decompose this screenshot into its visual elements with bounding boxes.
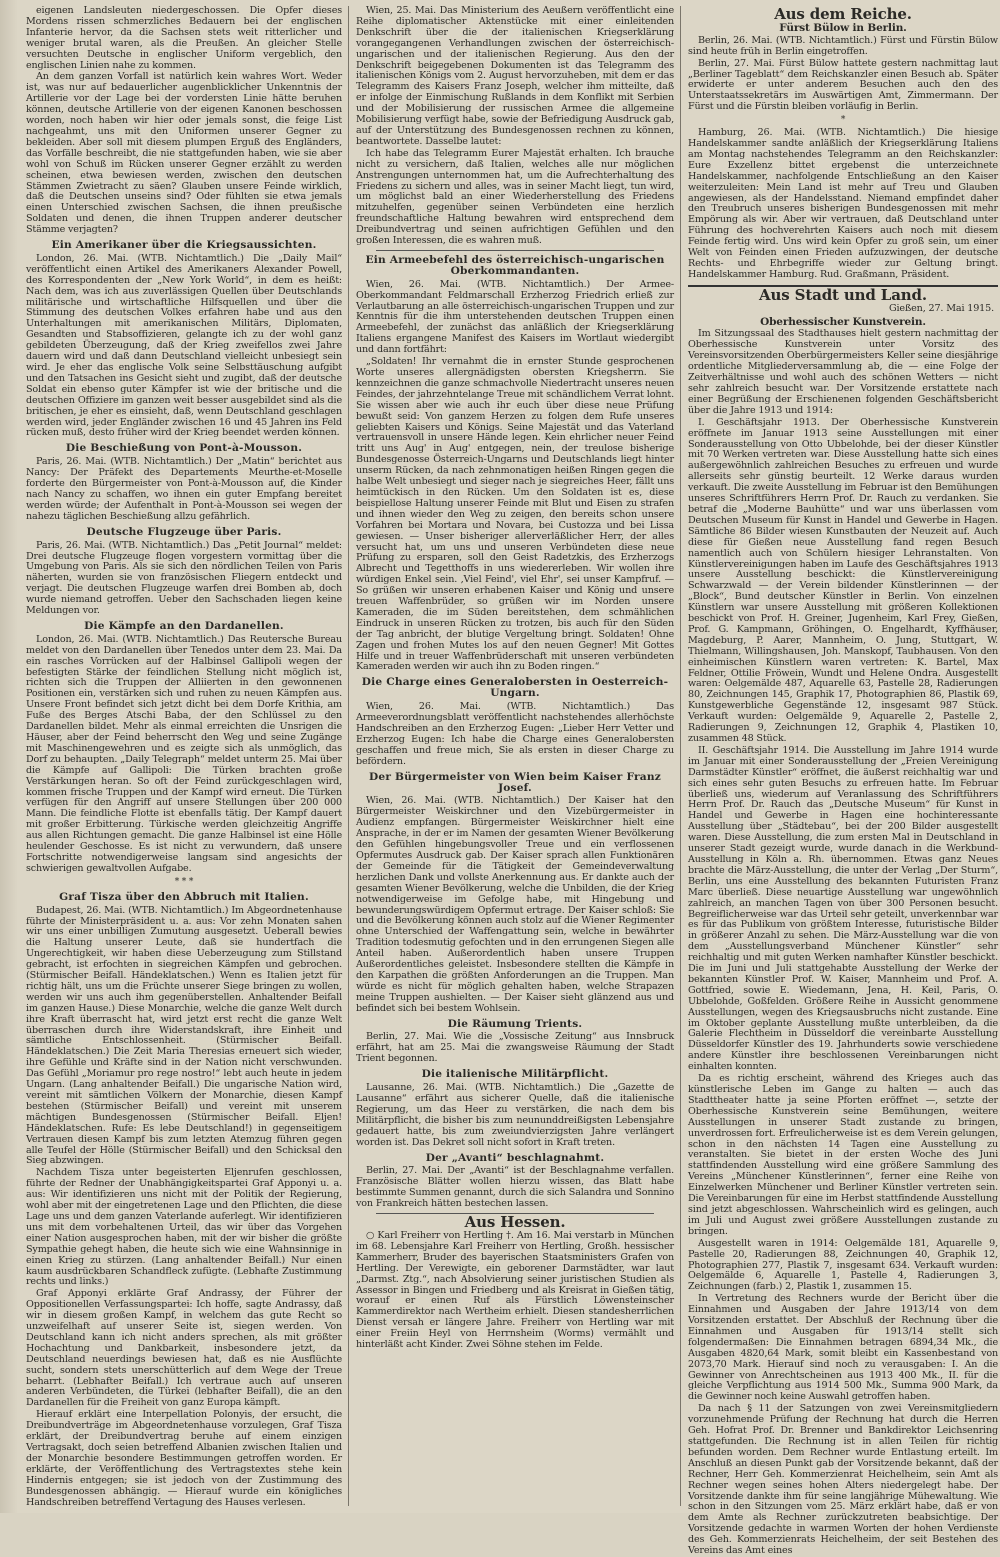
article-heading: Der „Avanti“ beschlagnahmt. — [425, 1151, 605, 1164]
article-paragraph: London, 26. Mai. (WTB. Nichtamtlich.) Die „Daily Mail“ veröffentlicht einen Artikel des Amerikaners Alexander Powell, des Korrespondenten der „New York World“, in dem es heißt: Nach dem, was ich aus zuverlässigen Quellen über Deutschlands militärische und wirtschaftliche Hilfsquellen und über die Stimmung des deutschen Volkes erfahren habe und aus den Unterhaltungen mit amerikanischen Militärs, Diplomaten, Gesandten und Stabsoffizieren, gelangte ich zu der wohl ganz gebildeten Überzeugung, daß der Krieg zweifellos zwei Jahre dauern wird und daß dann Deutschland vielleicht unbesiegt sein wird. Je eher das englische Volk seine Selbsttäuschung aufgibt und den Tatsachen ins Gesicht sieht und zugibt, daß der deutsche Soldat ein ebenso guter Kämpfer ist wie der britische und die deutschen Offiziere im ganzen weit besser ausgebildet sind als die britischen, je eher es einsieht, daß, wenn Deutschland geschlagen werden wird, jeder Engländer zwischen 16 und 45 Jahren ins Feld rücken muß, desto früher wird der Krieg beendet werden können. — [26, 252, 342, 439]
section-heading: Aus dem Reiche. — [774, 5, 912, 23]
article-paragraph: Berlin, 27. Mai. Fürst Bülow hattete gestern nachmittag laut „Berliner Tageblatt“ dem Reichskanzler einen Besuch ab. Später erwiderte er unter anderem Besuchen auch den des Unterstaatssekretärs im Auswärtigen Amt, Zimmermann. Der Fürst und die Fürstin bleiben vorläufig in Berlin. — [688, 57, 998, 113]
article-heading: Fürst Bülow in Berlin. — [779, 21, 907, 34]
article-paragraph: Da nach § 11 der Satzungen von zwei Vereinsmitgliedern vorzunehmende Prüfung der Rechnung hat durch die Herren Geh. Hofrat Prof. Dr. Brenner und Bankdirektor Leichsenring stattgefunden. Die Rechnung ist in allen Teilen für richtig befunden worden. Dem Rechner wurde Entlastung erteilt. Im Anschluß an diesen Punkt gab der Vorsitzende bekannt, daß der Rechner, Herr Geh. Kommerzienrat Heichelheim, sein Amt als Rechner wegen seines hohen Alters niedergelegt habe. Der Vorsitzende dankte ihm für seine langjährige Mühewaltung. Wie schon in den Sitzungen vom 25. März erklärt habe, daß er von dem Amte als Rechner zurückzutreten beabsichtige. Der Vorsitzende gedachte in warmen Worten der hohen Verdienste des Geh. Kommerzienrats Heichelheim, der seit Bestehen des Vereins das Amt eines — [688, 1403, 998, 1557]
article-heading: Die Kämpfe an den Dardanellen. — [84, 619, 284, 632]
dateline: Gießen, 27. Mai 1915. — [888, 302, 994, 314]
article-paragraph: Wien, 26. Mai. (WTB. Nichtamtlich.) Der Armee-Oberkommandant Feldmarschall Erzherzog Friedrich erließ zur Verlautbarung an alle österreichisch-ungarischen Truppen und zur Kenntnis für die ihm unterstehenden deutschen Truppen einen Armeebefehl, der zunächst das anläßlich der Kriegserklärung Italiens ergangene Manifest des Kaisers im Wortlaut wiedergibt und dann fortfährt: — [356, 278, 674, 356]
article-paragraph: London, 26. Mai. (WTB. Nichtamtlich.) Das Reutersche Bureau meldet von den Dardanellen über Tenedos unter dem 23. Mai. Da ein rasches Vorrücken auf der Halbinsel Gallipoli wegen der befestigten Stärke der feindlichen Stellung nicht möglich ist, richten sich die Truppen der Alliierten in den gewonnenen Positionen ein, verstärken sich und ruhen zu neuen Kämpfen aus. Unsere Front befindet sich jetzt dicht bei dem Dorfe Krithia, am Fuße des Berges Atschi Baba, der den Schlüssel zu den Dardanellen bildet. Mehr als einmal erreichten die Unsrigen die Häuser, aber der Feind beherrscht den Weg und seine Zugänge mit Maschinengewehren und es zeigte sich als unmöglich, das Dorf zu behaupten. „Daily Telegraph“ meldet unterm 25. Mai über die Kämpfe auf Gallipoli: Die Türken brachten große Verstärkungen heran. So oft der Feind zurückgeschlagen wird, kommen frische Truppen und der Kampf wird erneut. Die Türken verfügen für den Angriff auf unsere Stellungen über 200 000 Mann. Die feindliche Flotte ist ebenfalls tätig. Der Kampf dauert mit großer Erbitterung. Türkische werden gleichzeitig Angriffe aus allen Richtungen gemacht. Die ganze Halbinsel ist eine Hölle heulender Geschosse. Es ist nicht zu verwundern, daß unsere Fortschritte notwendigerweise langsam sind angesichts der schwierigen gewaltvollen Aufgabe. — [26, 633, 342, 874]
article-heading: Ein Armeebefehl des österreichisch-ungarischen Oberkommandanten. — [365, 253, 665, 277]
article-paragraph: Wien, 26. Mai. (WTB. Nichtamtlich.) Das Armeeverordnungsblatt veröffentlicht nachstehendes allerhöchste Handschreiben an den Erzherzog Eugen: „Lieber Herr Vetter und Erzherzog Eugen: Ich habe die Charge eines Generalobersten geschaffen und freue mich, Sie als ersten in dieser Charge zu befördern. — [356, 701, 674, 767]
divider — [376, 250, 654, 251]
article-paragraph: Graf Apponyi erklärte Graf Andrassy, der Führer der Oppositionellen Verfassungspartei: Ich hoffe, sagte Andrassy, daß wir in diesem großen Kampf, in welchem das gute Recht so unzweifelhaft auf unserer Seite ist, siegen werden. Von Deutschland kann ich nicht anders sprechen, als mit größter Hochachtung und Dankbarkeit, insbesondere jetzt, da Deutschland neuerdings bewiesen hat, daß es nie Ausflüchte sucht, sondern stets unerschütterlich auf dem Wege der Treue beharrt. (Lebhafter Beifall.) Ich vertraue auch auf unseren anderen Verbündeten, die Türkei (lebhafter Beifall), die an den Dardanellen für die Freiheit von ganz Europa kämpft. — [26, 1288, 342, 1409]
article-paragraph: eigenen Landsleuten niedergeschossen. Die Opfer dieses Mordens rissen schmerzliches Bedauern bei der englischen Infanterie hervor, da die Sachsen stets weit ritterlicher und weniger brutal waren, als die Preußen. An gleicher Stelle versuchten Deutsche in englischer Uniform vergeblich, den englischen Linien nahe zu kommen. — [26, 5, 342, 71]
article-heading: Die italienische Militärpflicht. — [421, 1068, 609, 1081]
column-middle — [349, 6, 681, 1506]
article-paragraph: Wien, 25. Mai. Das Ministerium des Aeußern veröffentlicht eine Reihe diplomatischer Aktenstücke mit einer einleitenden Denkschrift über die der italienischen Kriegserklärung vorangegangenen Verhandlungen zwischen der österreichisch-ungarischen und der italienischen Regierung. Aus den der Denkschrift beigegebenen Dokumenten ist das Telegramm des italienischen Königs vom 2. August hervorzuheben, mit dem er das Telegramm des Kaisers Franz Joseph, welcher ihm mitteilte, daß er infolge der Einmischung Rußlands in dem Konflikt mit Serbien und der Mobilisierung der russischen Armee die allgemeine Mobilisierung verfügt habe, sowie der Befriedigung Ausdruck gab, auf der Unterstützung des Bundesgenossen rechnen zu können, beantwortete. Dasselbe lautet: — [356, 5, 674, 147]
article-paragraph: Nachdem Tisza unter begeisterten Eljenrufen geschlossen, führte der Redner der Unabhängigkeitspartei Graf Apponyi u. a. aus: Wir identifizieren uns nicht mit der Politik der Regierung, wohl aber mit der eingetretenen Lage und den Pflichten, die diese Lage uns und dem ganzen Vaterlande auferlegt. Wir identifizieren uns mit dem vorbehaltenen Urteil, das wir über das Vorgehen einer Nation ausgesprochen haben, mit der wir bisher die größte Sympathie gehegt haben, die heute sich wie eine Wahnsinnige in einen Krieg zu stürzen. (Lang anhaltender Beifall.) Nur einen kaum ausdrückbaren Schandfleck zufügte. (Lebhafte Zustimmung rechts und links.) — [26, 1167, 342, 1288]
article-paragraph: Im Sitzungssaal des Stadthauses hielt gestern nachmittag der Oberhessische Kunstverein unter Vorsitz des Vereinsvorsitzenden Oberbürgermeisters Keller seine diesjährige ordentliche Mitgliederversammlung ab, die — eine Folge der Zeitverhältnisse und wohl auch des schönen Wetters — nicht sehr zahlreich besucht war. Der Vorsitzende erstattete nach einer Begrüßung der Erschienenen folgenden Geschäftsbericht über die Jahre 1913 und 1914: — [688, 328, 998, 416]
section-separator: * — [840, 115, 846, 126]
article-paragraph: Berlin, 26. Mai. (WTB. Nichtamtlich.) Fürst und Fürstin Bülow sind heute früh in Berlin eingetroffen. — [688, 34, 998, 57]
section-separator: * * * — [174, 876, 194, 887]
article-paragraph: Wien, 26. Mai. (WTB. Nichtamtlich.) Der Kaiser hat den Bürgermeister Weiskirchner und den Vizebürgermeister in Audienz empfangen. Bürgermeister Weiskirchner hielt eine Ansprache, in der er im Namen der gesamten Wiener Bevölkerung den Gefühlen hingebungsvoller Treue und ein verflossenen Opfermutes Ausdruck gab. Der Kaiser sprach allen Funktionären der Gemeinde für die Tätigkeit der Gemeindeverwaltung herzlichen Dank und vollste Anerkennung aus. Er dankte auch der gesamten Wiener Bevölkerung, welche die Unbilden, die der Krieg notwendigerweise im Gefolge habe, mit Hingebung und bewunderungswürdigem Opfermut ertrage. Der Kaiser schloß: Sie und die Bevölkerung können auch stolz auf die Wiener Regimenter ohne Unterschied der Waffengattung sein, welche in bewährter Tradition todesmutig gefochten und in den errungenen Siegen alle Anteil haben. Außerordentlich haben unsere Truppen Außerordentliches geleistet. Insbesondere stellten die Kämpfe in den Karpathen die größten Anforderungen an die Truppen. Man würde es nicht für möglich gehalten haben, welche Strapazen meine Truppen aushielten. — Der Kaiser sieht glänzend aus und befindet sich bei bestem Wohlsein. — [356, 795, 674, 1014]
article-paragraph: II. Geschäftsjahr 1914. Die Ausstellung im Jahre 1914 wurde im Januar mit einer Sonderausstellung der „Freien Vereinigung Darmstädter Künstler“ eröffnet, die äußerst reichhaltig war und sich eines sehr guten Besuchs zu erfreuen hatte. Im Februar überließ uns, wiederum auf Veranlassung des Schriftführers Herrn Prof. Dr. Rauch das „Deutsche Museum“ für Kunst in Handel und Gewerbe in Hagen eine hochinteressante Ausstellung über „Städtebau“, bei der 200 Bilder ausgestellt waren. Diese Ausstellung, die zum ersten Mal in Deutschland in unserer Stadt gezeigt wurde, wurde danach in die Werkbund-Ausstellung in Köln a. Rh. übernommen. Etwas ganz Neues brachte die März-Ausstellung, die unter der Verlag „Der Sturm“, Berlin, uns eine Ausstellung des bekannten Futuristen Franz Marc überließ. Diese neuartige Ausstellung war ungewöhnlich zahlreich, an manchen Tagen von über 300 Personen besucht. Begreiflicherweise war das Urteil sehr geteilt, unverkennbar war es für das Publikum von größtem Interesse, futuristische Bilder in größerer Anzahl zu sehen. Die März-Ausstellung war die von dem „Ausstellungsverband Münchener Künstler“ sehr reichhaltig und mit guten Werken namhafter Künstler beschickt. Die im Juni und Juli stattgehabte Ausstellung der Werke der bekannten Künstler Prof. W. Kaiser, Mannheim und Prof. A. Gottfried, sowie E. Wiedemann, Jena, H. Keil, Paris, O. Ubbelohde, Goßfelden. Größere Reihe in Aussicht genommene Ausstellungen, wegen des Kriegsausbruchs nicht zustande. Eine im Oktober geplante Ausstellung mußte unterbleiben, da die Galerie Flechtheim in Düsseldorf die vereinbarte Ausstellung Düsseldorfer Künstler des 19. Jahrhunderts sowie verschiedene andere Künstler ihre beschlossenen Vereinbarungen nicht einhalten konnten. — [688, 744, 998, 1073]
article-paragraph: Berlin, 27. Mai. Der „Avanti“ ist der Beschlagnahme verfallen. Französische Blätter wollen hierzu wissen, das Blatt habe bestimmte Summen genannt, durch die sich Salandra und Sonnino von Frankreich hätten bestechen lassen. — [356, 1165, 674, 1210]
article-heading: Oberhessischer Kunstverein. — [760, 315, 926, 328]
section-heading: Aus Hessen. — [464, 1213, 566, 1232]
article-heading: Die Räumung Trients. — [447, 1017, 583, 1030]
article-paragraph: An dem ganzen Vorfall ist natürlich kein wahres Wort. Weder ist, was nur auf bedauerlicher augenblicklicher Unkenntnis der Artillerie vor der Lage bei der vordersten Linie hätte beruhen können, deutsche Artillerie von der eigenen Kanonen beschossen worden, noch haben wir hier oder jemals sonst, die feige List nachgeahmt, uns mit den Uniformen unserer Gegner zu bekleiden. Aber soll mit diesem plumpen Erguß des Engländers, das Vorfälle beschreibt, die nie stattgefunden haben, wie sie aber wohl von Schuß im Rücken unserer Gegner erzählt zu werden scheinen, etwa bewiesen werden, zwischen den deutschen Stämmen Zwietracht zu säen? Glauben unsere Feinde wirklich, daß die Deutschen unseins sind? Oder fühlten sie etwa jemals einen Unterschied zwischen Sachsen, die ihnen preußische Soldaten und denen, die ihnen Truppen anderer deutscher Stämme verjagten? — [26, 71, 342, 236]
article-paragraph: Paris, 26. Mai. (WTB. Nichtamtlich.) Der „Matin“ berichtet aus Nancy: Der Präfekt des Departements Meurthe-et-Moselle forderte den Bürgermeister von Pont-à-Mousson auf, die Kinder nach Nancy zu schaffen, wo ihnen ein guter Empfang bereitet werden würde; der Aufenthalt in Pont-à-Mousson sei wegen der nahezu täglichen Beschießung allzu gefährlich. — [26, 456, 342, 522]
article-paragraph: In Vertretung des Rechners wurde der Bericht über die Einnahmen und Ausgaben der Jahre 1913/14 von dem Vorsitzenden erstattet. Der Abschluß der Rechnung über die Einnahmen und Ausgaben für 1913/14 stellt sich folgendermaßen: Die Einnahmen betragen 6894,34 Mk., die Ausgaben 4820,64 Mark, somit bleibt ein Kassenbestand von 2073,70 Mark. Hierauf sind noch zu verausgaben: I. An die Gewinner von Anrechtscheinen aus 1913 400 Mk., II. für die gleiche Verpflichtung aus 1914 500 Mk., Summa 900 Mark, da die Gewinner noch keine Auswahl getroffen haben. — [688, 1293, 998, 1403]
section-heading: Aus Stadt und Land. — [759, 285, 927, 304]
article-paragraph: „Soldaten! Ihr vernahmt die in ernster Stunde gesprochenen Worte unseres allergnädigsten obersten Kriegsherrn. Sie kennzeichnen die ganze schmachvolle Niedertracht unseres neuen Feindes, der jahrzehntelange Treue mit schändlichem Verrat lohnt. Sie wissen aber wie auch ihr euch über diese neue Prüfung bewußt seid: Von ganzem Herzen zu folgen dem Rufe unseres geliebten Kaisers und Königs. Seine Majestät und das Vaterland vertrauensvoll in unsere Hände legen. Kein ehrlicher neuer Feind tritt uns Aug' in Aug' entgegen, nein, der treulose bisherige Bundesgenosse Österreich-Ungarns und Deutschlands liegt hinter unserm Rücken, da nach zehnmonatigen heißen Ringen gegen die halbe Welt unbesiegt und sieger nach je siegreiches Heer, fällt uns heimtückisch in den Rücken. Um den Soldaten ist es, diese beispiellose Haltung unserer Feinde mit Blut und Eisen zu strafen und ihnen wieder den Weg zu zeigen, den bereits schon unsere Vorfahren bei Mortara und Novara, bei Custozza und bei Lissa gewiesen. — Unser bisheriger allerverläßlicher Herr, der alles versucht hat, um uns und unseren Verbündeten diese neue Prüfung zu ersparen, soll den Geist Radetzkis, des Erzherzogs Albrecht und Tegetthoffs in uns wiedererleben. Wir wollen ihre würdigen Enkel sein. ‚Viel Feind', viel Ehr', sei unser Kampfruf. — So grüßen wir unseren erhabenen Kaiser und König und unsere treuen Waffenbrüder, so grüßen wir im Norden unsere Kameraden, die im Süden bereitstehen, dem schmählichen Eindruck in unseren Rücken zu trotzen, bis auch für den Süden der Tag anbricht, der blutige Vergeltung bringt. Soldaten! Ohne Zagen und frohen Mutes los auf den neuen Gegner! Mit Gottes Hilfe und in treuer Waffenbrüderschaft mit unseren verbündeten Kameraden werden wir auch ihn zu Boden ringen.“ — [356, 356, 674, 673]
article-paragraph: Hierauf erklärt eine Interpellation Polonyis, der ersucht, die Dreibundverträge im Abgeordnetenhause vorzulegen, Graf Tisza erklärt, der Dreibundvertrag beruhe auf einem einzigen Vertragsakt, doch seien betreffend Albanien zwischen Italien und der Monarchie besondere Bestimmungen getroffen worden. Er erklärte, der Veröffentlichung des Vertragstextes stehe kein Hindernis entgegen; sie ist jedoch von der Zustimmung des Bundesgenossen abhängig. — Hierauf wurde ein königliches Handschreiben betreffend Vertagung des Hauses verlesen. — [26, 1409, 342, 1508]
article-heading: Deutsche Flugzeuge über Paris. — [86, 525, 282, 538]
article-heading: Die Charge eines Generalobersten in Oesterreich-Ungarn. — [361, 676, 669, 700]
article-heading: Der Bürgermeister von Wien beim Kaiser Franz Josef. — [369, 770, 661, 794]
column-layout — [26, 5, 998, 1557]
article-heading: Graf Tisza über den Abbruch mit Italien. — [59, 890, 309, 903]
article-paragraph: Paris, 26. Mai. (WTB. Nichtamtlich.) Das „Petit Journal“ meldet: Drei deutsche Flugzeuge flogen vorgestern vormittag über die Umgebung von Paris. Als sie sich den nördlichen Teilen von Paris näherten, wurden sie von französischen Fliegern entdeckt und verjagt. Die deutschen Flugzeuge warfen drei Bomben ab, doch wurde niemand getroffen. Ueber den Sachschaden liegen keine Meldungen vor. — [26, 539, 342, 617]
article-paragraph: Ausgestellt waren in 1914: Oelgemälde 181, Aquarelle 9, Pastelle 20, Radierungen 88, Zeichnungen 40, Graphik 12, Photographien 277, Plastik 7, insgesamt 634. Verkauft wurden: Oelgemälde 6, Aquarelle 1, Pastelle 4, Radierungen 3, Zeichnungen (farb.) 2, Plastik 1, zusammen 15. — [688, 1237, 998, 1293]
article-paragraph: Berlin, 27. Mai. Wie die „Vossische Zeitung“ aus Innsbruck erfährt, hat am 25. Mai die zwangsweise Räumung der Stadt Trient begonnen. — [356, 1031, 674, 1065]
article-paragraph: ○ Karl Freiherr von Hertling †. Am 16. Mai verstarb in München im 68. Lebensjahre Karl Freiherr von Hertling, Großh. hessischer Kammerherr, Bruder des bayerischen Staatsministers Grafen von Hertling. Der Verewigte, ein geborener Darmstädter, war laut „Darmst. Ztg.“, nach Absolvierung seiner juristischen Studien als Assessor in Bingen und Friedberg und als Kreisrat in Gießen tätig, worauf er einen Ruf als Fürstlich Löwensteinscher Kammerdirektor nach Wertheim erhielt. Diesen standesherrlichen Dienst versah er längere Jahre. Freiherr von Hertling war mit einer Freiin Heyl von Herrnsheim (Worms) vermählt und hinterläßt acht Kinder. Zwei Söhne stehen im Felde. — [356, 1229, 674, 1351]
column-right — [681, 5, 998, 1557]
article-paragraph: Hamburg, 26. Mai. (WTB. Nichtamtlich.) Die hiesige Handelskammer sandte anläßlich der Kriegserklärung Italiens am Montag nachstehendes Telegramm an den Reichskanzler: Eure Exzellenz bittet ergebenst die unterzeichnete Handelskammer, nachfolgende Entschließung an den Kaiser weiterzuleiten: Mein Land ist mehr auf Treu und Glauben angewiesen, als der Handelsstand. Niemand empfindet daher den Treubruch unseres bisherigen Bundesgenossen mit mehr Empörung als wir. Aber wir vertrauen, daß Deutschland unter Führung des hochverehrten Kaisers auch noch mit diesem Feinde fertig wird. Uns wird kein Opfer zu groß sein, um einer Welt von Feinden einen Frieden aufzuzwingen, der deutsche Rechts- und Ehrbegriffe wieder zur Geltung bringt. Handelskammer Hamburg. Rud. Graßmann, Präsident. — [688, 127, 998, 280]
article-paragraph: Ich habe das Telegramm Eurer Majestät erhalten. Ich brauche nicht zu versichern, daß Italien, welches alle nur möglichen Anstrengungen unternommen hat, um die Aufrechterhaltung des Friedens zu sichern und alles, was in seiner Macht liegt, tun wird, um möglichst bald an einer Wiederherstellung des Friedens mitzuhelfen, gegenüber seinen Verbündeten eine herzlich freundschaftliche Haltung bewahren wird entsprechend dem Dreibundvertrag und seinen aufrichtigen Gefühlen und den großen Interessen, die es wahren muß. — [356, 147, 674, 247]
article-heading: Ein Amerikaner über die Kriegsaussichten. — [51, 239, 317, 252]
column-left — [26, 6, 349, 1506]
article-paragraph: Lausanne, 26. Mai. (WTB. Nichtamtlich.) Die „Gazette de Lausanne“ erfährt aus sicherer Quelle, daß die italienische Regierung, um das Heer zu verstärken, die nach dem bis Militärpflicht, die bisher bis zum neununddreißigsten Lebensjahre gedauert hatte, bis zum zweiundvierzigsten Jahre verlängert worden ist. Das Dekret soll nicht sofort in Kraft treten. — [356, 1082, 674, 1148]
article-paragraph: Budapest, 26. Mai. (WTB. Nichtamtlich.) Im Abgeordnetenhause führte der Ministerpräsident u. a. aus: Vor zehn Monaten sahen wir uns einer unbilligen Zumutung ausgesetzt. Ueberall bewies die Haltung unserer Leute, daß sie hundertfach die Ungerechtigkeit, wir haben diese Ueberzeugung zum Stillstand gebracht, ist erfochten in siegreichen Kämpfen und gebrochen. (Stürmischer Beifall. Händeklatschen.) Wenn es Italien jetzt für richtig hält, uns um die Früchte unserer Siege bringen zu wollen, werden wir uns auch ihm gegenüberstellen. Anhaltender Beifall im ganzen Hause.) Diese Monarchie, welche die ganze Welt durch ihre Kraft überrascht hat, wird jetzt erst recht die ganze Welt überraschen durch ihre Widerstandskraft, ihre Einheit und sämtliche Entschlossenheit. (Stürmischer Beifall. Händeklatschen.) Die Zeit Maria Theresias erneuert sich wieder, ihre Gefühle und Kräfte sind in der Nation nicht verschwunden. Das Gefühl „Moriamur pro rege nostro!“ lebt auch heute in jedem Ungarn. (Lang anhaltender Beifall.) Die ungarische Nation wird, vereint mit sämtlichen Völkern der Monarchie, diesen Kampf bestehen (Stürmischer Beifall) und vereint mit unserem mächtigen Bundesgenossen (Stürmischer Beifall. Eljen! Händeklatschen. Rufe: Es lebe Deutschland!) in gegenseitigem Vertrauen diesen Kampf bis zum letzten Atemzug führen gegen alle Teufel der Hölle (Stürmischer Beifall) und den Schicksal den Sieg abzwingen. — [26, 904, 342, 1167]
article-paragraph: I. Geschäftsjahr 1913. Der Oberhessische Kunstverein eröffnete im Januar 1913 seine Ausstellungen mit einer Sonderausstellung von Otto Ubbelohde, bei der dieser Künstler mit 70 Werken vertreten war. Diese Ausstellung hatte sich eines außergewöhnlich zahlreichen Besuches zu erfreuen und wurde allerseits sehr günstig beurteilt. 12 Werke daraus wurden verkauft. Die zweite Ausstellung im Februar ist den Bemühungen unseres Schriftführers Herrn Prof. Dr. Rauch zu verdanken. Sie betraf die „Moderne Bauhütte“ und war uns überlassen vom Deutschen Museum für Kunst in Handel und Gewerbe in Hagen. Sämtliche 86 Bilder wiesen Kunstbauten der Neuzeit auf. Auch diese für Gießen neue Ausstellung fand regen Besuch namentlich auch von Schülern hiesiger Lehranstalten. Von Künstlervereinigungen haben im Laufe des Geschäftsjahres 1913 unsere Ausstellung beschickt: die Künstlervereinigung Schwarzwald — der Verein bildender Künstlerinnen — der „Block“, Bund deutscher Künstler in Berlin. Von einzelnen Künstlern war unsere Ausstellung mit größeren Kollektionen beschickt von Prof. H. Greiner, Jugenheim, Karl Frey, Gießen, Prof. G. Kampmann, Gröhingen, O. Engelhardt, Kyffhäuser, Magdeburg, P. Aarer, Mannheim, O. Jung, Stuttgart, W. Thielmann, Willingshausen, Joh. Manskopf, Taubhausen. Von den einheimischen Künstlern waren vertreten: K. Bartel, Max Feldner, Ottilie Fröwein, Wundt und Helene Ondra. Ausgestellt waren: Oelgemälde 487, Aquarelle 63, Pastelle 28, Radierungen 80, Zeichnungen 145, Graphik 17, Photographien 86, Plastik 69, Kunstgewerbliche Gegenstände 12, insgesamt 987 Stück. Verkauft wurden: Oelgemälde 9, Aquarelle 2, Pastelle 2, Radierungen 9, Zeichnungen 12, Graphik 4, Plastiken 10, zusammen 48 Stück. — [688, 416, 998, 744]
article-paragraph: Da es richtig erscheint, während des Krieges auch das künstlerische Leben im Gange zu halten — auch das Stadttheater hatte ja seine Pforten eröffnet —, setzte der Oberhessische Kunstverein seine Bemühungen, weitere Ausstellungen in unserer Stadt zustande zu bringen, unverdrossen fort. Erfreulicherweise ist es dem Verein gelungen, schon in den nächsten 14 Tagen eine Ausstellung zu veranstalten. Sie bietet in der ersten Woche des Juni stattfindenden Ausstellung wird eine größere Sammlung des Vereins „Münchener Künstlerinnen“, ferner eine Reihe von Einzelwerken Münchener und Berliner Künstler vertreten sein. Die Vereinbarungen für eine im Herbst stattfindende Ausstellung sind jetzt abgeschlossen. Wahrscheinlich wird es gelingen, auch im Juli und August zwei größere Ausstellungen zustande zu bringen. — [688, 1073, 998, 1237]
article-heading: Die Beschießung von Pont-à-Mousson. — [65, 442, 303, 455]
